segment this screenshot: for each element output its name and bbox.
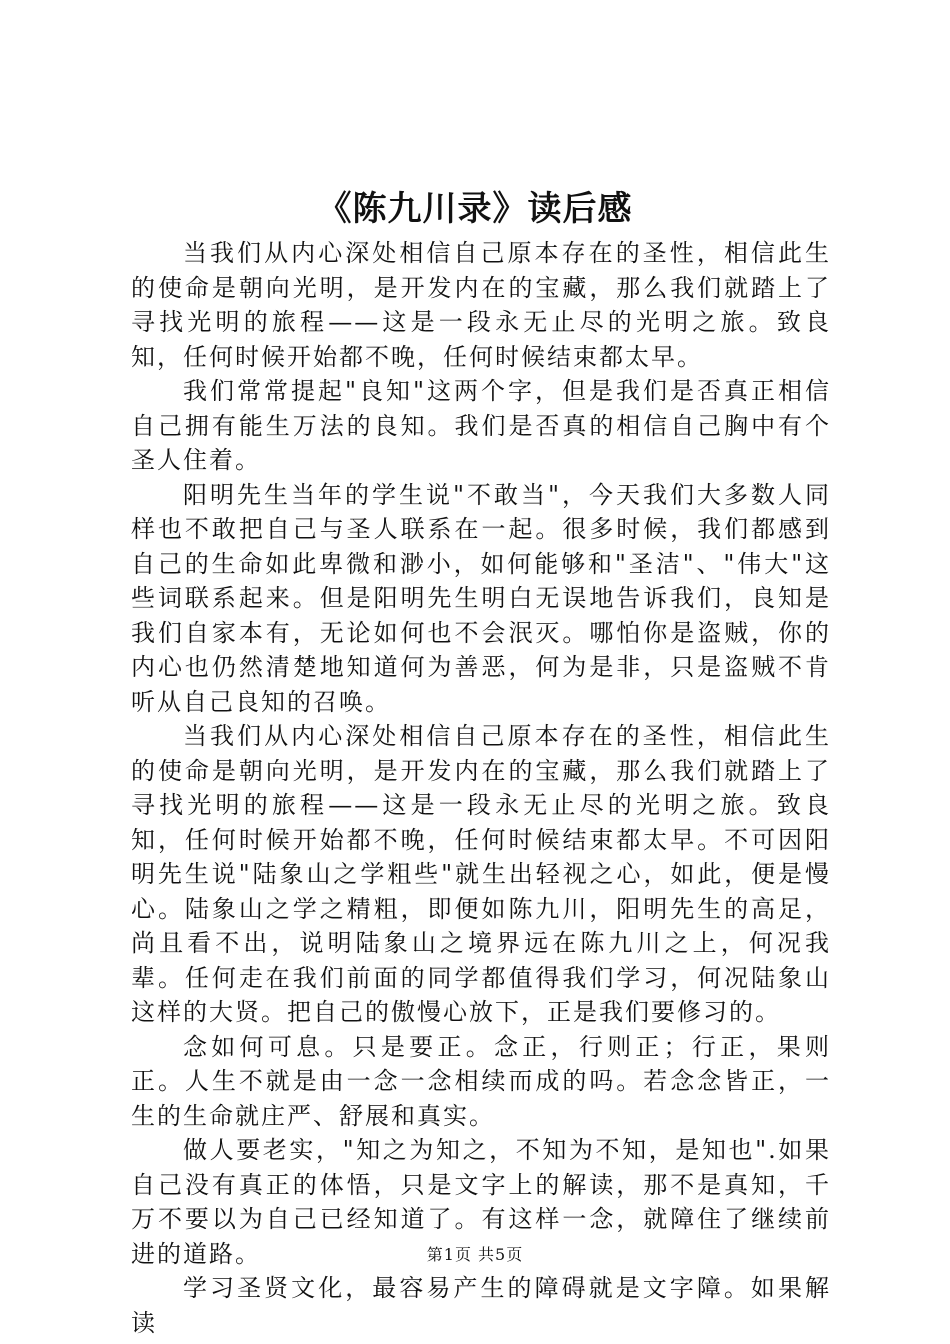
paragraph: 做人要老实，"知之为知之，不知为不知，是知也".如果自己没有真正的体悟，只是文字上的解读，那不是真知，千万不要以为自己已经知道了。有这样一念，就障住了继续前进的道路。 [131, 1136, 831, 1268]
document-title: 《陈九川录》读后感 [317, 189, 633, 229]
paragraph: 念如何可息。只是要正。念正，行则正；行正，果则正。人生不就是由一念一念相续而成的吗。若念念皆正，一生的生命就庄严、舒展和真实。 [131, 1032, 831, 1130]
paragraph: 当我们从内心深处相信自己原本存在的圣性，相信此生的使命是朝向光明，是开发内在的宝藏，那么我们就踏上了寻找光明的旅程——这是一段永无止尽的光明之旅。致良知，任何时候开始都不晚，任何时候结束都太早。 [131, 239, 831, 371]
paragraph: 学习圣贤文化，最容易产生的障碍就是文字障。如果解读 [131, 1274, 831, 1337]
document-body [131, 236, 831, 1340]
paragraph: 我们常常提起"良知"这两个字，但是我们是否真正相信自己拥有能生万法的良知。我们是否真的相信自己胸中有个圣人住着。 [131, 377, 831, 474]
paragraph: 当我们从内心深处相信自己原本存在的圣性，相信此生的使命是朝向光明，是开发内在的宝藏，那么我们就踏上了寻找光明的旅程——这是一段永无止尽的光明之旅。致良知，任何时候开始都不晚，任何时候结束都太早。不可因阳明先生说"陆象山之学粗些"就生出轻视之心，如此，便是慢心。陆象山之学之精粗，即便如陈九川，阳明先生的高足，尚且看不出，说明陆象山之境界远在陈九川之上，何况我辈。任何走在我们前面的同学都值得我们学习，何况陆象山这样的大贤。把自己的傲慢心放下，正是我们要修习的。 [131, 722, 831, 1026]
paragraph: 阳明先生当年的学生说"不敢当"，今天我们大多数人同样也不敢把自己与圣人联系在一起。很多时候，我们都感到自己的生命如此卑微和渺小，如何能够和"圣洁"、"伟大"这些词联系起来。但是阳明先生明白无误地告诉我们，良知是我们自家本有，无论如何也不会泯灭。哪怕你是盗贼，你的内心也仍然清楚地知道何为善恶，何为是非，只是盗贼不肯听从自己良知的召唤。 [131, 480, 831, 716]
page-footer: 第1页 共5页 [426, 1245, 524, 1264]
